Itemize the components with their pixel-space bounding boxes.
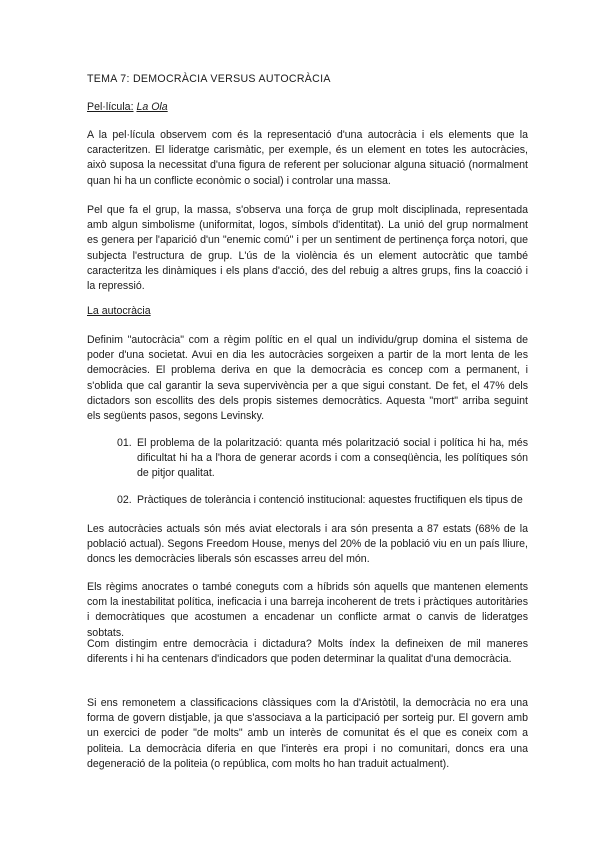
document-title: TEMA 7: DEMOCRÀCIA VERSUS AUTOCRÀCIA	[87, 73, 331, 85]
paragraph-aristotle: Si ens remonetem a classificacions clàssiques com la d'Aristòtil, la democràcia no era una forma de govern distjable, ja que s'associava a la participació per sorteig pur. El govern amb un exercici de poder "de molts" amb un interès de comunitat és el que es coneix com a politeia. La democràcia diferia en que l'interès era propi i no comunitari, doncs era una degeneració de la politeia (o república, com molts ho han traduit actualment).	[87, 697, 528, 770]
paragraph-definition: Definim "autocràcia" com a règim polític en el qual un individu/grup domina el sistema de poder d'una societat. Avui en dia les autocràcies sorgeixen a partir de la mort lenta de les democràcies. El problema deriva en que la democràcia es concep com a permanent, i s'oblida que cal garantir la seva supervivència per a que sigui constant. De fet, el 47% dels dictadors son escollits des dels propis sistemes democràtics. Aquesta "mort" arriba seguint els següents pasos, segons Levinsky.	[87, 334, 528, 423]
paragraph-hybrid-regimes: Els règims anocrates o també coneguts com a híbrids són aquells que mantenen elements com la inestabilitat política, ineficacia i una barreja incoherent de trets i pràctiques autoritàries i democràtiques que acostumen a encadenar un conflicte armat o canvis de lideratges sobtats.	[87, 581, 528, 639]
film-label: Pel·lícula:	[87, 101, 134, 113]
list-item	[117, 436, 528, 482]
paragraph-distinguish: Com distingim entre democràcia i dictadura? Molts índex la defineixen de mil maneres diferents i hi ha centenars d'indicadors que poden determinar la qualitat d'una democràcia.	[87, 638, 528, 666]
film-reference	[87, 100, 528, 115]
list-item	[117, 493, 528, 508]
film-title: La Ola	[136, 101, 168, 113]
section-heading-autocracia: La autocràcia	[87, 305, 151, 317]
list-item-number: 02.	[117, 494, 132, 506]
paragraph-current-autocracies: Les autocràcies actuals són més aviat electorals i ara són presenta a 87 estats (68% de la població actual). Segons Freedom House, menys del 20% de la població viu en un país lliure, doncs les democràcies liberals són escasses arreu del món.	[87, 523, 528, 566]
paragraph-intro: A la pel·lícula observem com és la representació d'una autocràcia i els elements que la caracteritzen. El lideratge carismàtic, per exemple, és un element en totes les autocràcies, això suposa la necessitat d'una figura de referent per solucionar alguna situació (normalment quan hi ha un conflicte econòmic o social) i controlar una massa.	[87, 129, 528, 187]
list-item-number: 01.	[117, 437, 132, 449]
list-item-text: Pràctiques de tolerància i contenció institucional: aquestes fructifiquen els tipus de	[137, 494, 523, 506]
list-item-text: El problema de la polarització: quanta més polarització social i política hi ha, més dificultat hi ha a l'hora de generar acords i com a conseqüència, les polítiques són de pitjor qualitat.	[137, 437, 528, 480]
paragraph-group: Pel que fa el grup, la massa, s'observa una força de grup molt disciplinada, representada amb algun simbolisme (uniformitat, logos, símbols d'identitat). La unió del grup normalment es genera per l'aparició d'un "enemic comú" i per un sentiment de pertinença força notori, que subjecta l'estructura de grup. L'ús de la violència és un element autocràtic que també caracteritza les dinàmiques i els plans d'acció, des del rebuig a altres grups, fins la coacció i la repressió.	[87, 204, 528, 293]
